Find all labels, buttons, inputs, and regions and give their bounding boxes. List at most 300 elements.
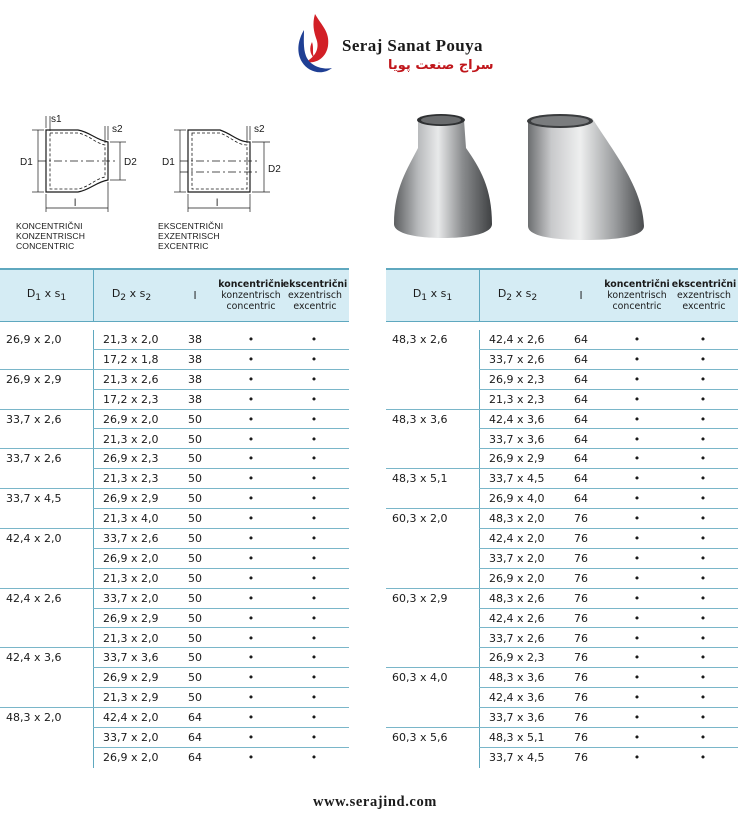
cell-concentric: • bbox=[633, 352, 641, 366]
d1-label: D1 bbox=[20, 157, 33, 168]
table-row bbox=[0, 728, 349, 748]
cell-concentric: • bbox=[247, 571, 255, 585]
cell-eccentric: • bbox=[310, 750, 318, 764]
cell-eccentric: • bbox=[699, 551, 707, 565]
cell-d1-s1: 33,7 x 4,5 bbox=[6, 492, 62, 506]
cell-d2-s2: 26,9 x 2,9 bbox=[103, 611, 159, 625]
cell-eccentric: • bbox=[699, 432, 707, 446]
d1-label: D1 bbox=[162, 157, 175, 168]
cell-concentric: • bbox=[633, 671, 641, 685]
cell-d2-s2: 33,7 x 2,6 bbox=[489, 352, 545, 366]
eccentric-drawing bbox=[158, 112, 288, 220]
s1-label: s1 bbox=[51, 114, 62, 125]
cell-d2-s2: 26,9 x 2,3 bbox=[489, 372, 545, 386]
s2-label: s2 bbox=[254, 124, 265, 135]
cell-eccentric: • bbox=[699, 472, 707, 486]
table-row bbox=[0, 529, 349, 549]
table-row bbox=[0, 549, 349, 569]
header-concentric: koncentrični konzentrisch concentric bbox=[218, 278, 284, 312]
cell-d1-s1 bbox=[392, 748, 477, 768]
cell-d1-s1: 48,3 x 2,0 bbox=[6, 711, 62, 725]
cell-eccentric: • bbox=[699, 333, 707, 346]
header-d1-s1: $D_1$ x $s_1$ bbox=[26, 286, 67, 304]
cell-d2-s2: 42,4 x 2,6 bbox=[489, 611, 545, 625]
cell-eccentric: • bbox=[699, 671, 707, 685]
cell-d2-s2: 26,9 x 2,3 bbox=[103, 452, 159, 466]
cell-eccentric: • bbox=[310, 352, 318, 366]
cell-d2-s2: 33,7 x 4,5 bbox=[489, 750, 545, 764]
cell-d1-s1: 48,3 x 2,6 bbox=[392, 333, 448, 346]
concentric-diagram bbox=[16, 112, 146, 252]
cell-length: 50 bbox=[188, 551, 202, 565]
cell-eccentric: • bbox=[310, 512, 318, 526]
cell-length: 64 bbox=[574, 412, 588, 426]
cell-eccentric: • bbox=[310, 392, 318, 406]
cell-length: 76 bbox=[574, 631, 588, 645]
cell-concentric: • bbox=[247, 750, 255, 764]
cell-concentric: • bbox=[247, 691, 255, 705]
cell-d1-s1: 60,3 x 4,0 bbox=[392, 671, 448, 685]
cell-d1-s1 bbox=[6, 509, 91, 529]
cell-d2-s2: 26,9 x 2,9 bbox=[489, 452, 545, 466]
cell-length: 64 bbox=[574, 492, 588, 506]
cell-d1-s1: 33,7 x 2,6 bbox=[6, 412, 62, 426]
d2-label: D2 bbox=[268, 164, 281, 175]
table-row bbox=[386, 748, 738, 768]
table-row bbox=[386, 728, 738, 748]
cell-concentric: • bbox=[633, 532, 641, 545]
cell-length: 50 bbox=[188, 571, 202, 585]
table-body bbox=[0, 330, 349, 770]
cell-d2-s2: 21,3 x 2,9 bbox=[103, 691, 159, 705]
cell-length: 50 bbox=[188, 631, 202, 645]
table-row bbox=[0, 569, 349, 589]
header-length: l bbox=[579, 288, 583, 302]
cell-length: 76 bbox=[574, 551, 588, 565]
concentric-reducer-photo bbox=[388, 108, 498, 242]
cell-eccentric: • bbox=[310, 571, 318, 585]
table-row bbox=[386, 609, 738, 629]
cell-eccentric: • bbox=[699, 591, 707, 605]
cell-d2-s2: 42,4 x 3,6 bbox=[489, 412, 545, 426]
table-row bbox=[0, 350, 349, 370]
cell-eccentric: • bbox=[310, 412, 318, 426]
cell-concentric: • bbox=[247, 591, 255, 605]
cell-length: 76 bbox=[574, 731, 588, 744]
cell-concentric: • bbox=[247, 611, 255, 625]
table-body bbox=[386, 330, 738, 770]
cell-length: 64 bbox=[574, 352, 588, 366]
cell-length: 38 bbox=[188, 333, 202, 346]
cell-concentric: • bbox=[247, 711, 255, 725]
cell-d1-s1 bbox=[392, 629, 477, 649]
cell-d2-s2: 42,4 x 2,0 bbox=[489, 532, 545, 545]
cell-length: 64 bbox=[188, 750, 202, 764]
cell-d2-s2: 33,7 x 2,0 bbox=[489, 551, 545, 565]
cell-eccentric: • bbox=[699, 512, 707, 526]
cell-length: 64 bbox=[574, 472, 588, 486]
cell-concentric: • bbox=[633, 372, 641, 386]
logo-flame-icon bbox=[292, 12, 338, 78]
cell-d1-s1: 26,9 x 2,0 bbox=[6, 333, 62, 346]
cell-eccentric: • bbox=[310, 432, 318, 446]
table-row bbox=[386, 648, 738, 668]
cell-concentric: • bbox=[247, 372, 255, 386]
cell-d1-s1: 26,9 x 2,9 bbox=[6, 372, 62, 386]
length-label: l bbox=[216, 198, 219, 209]
cell-d1-s1 bbox=[6, 668, 91, 688]
cell-d2-s2: 42,4 x 2,0 bbox=[103, 711, 159, 725]
table-row bbox=[386, 529, 738, 549]
d2-label: D2 bbox=[124, 157, 137, 168]
cell-d1-s1 bbox=[392, 489, 477, 509]
cell-eccentric: • bbox=[699, 372, 707, 386]
cell-eccentric: • bbox=[699, 611, 707, 625]
cell-d1-s1 bbox=[6, 430, 91, 450]
cell-eccentric: • bbox=[310, 611, 318, 625]
cell-d1-s1: 42,4 x 3,6 bbox=[6, 651, 62, 665]
cell-concentric: • bbox=[633, 750, 641, 764]
cell-d1-s1: 60,3 x 5,6 bbox=[392, 731, 448, 744]
brand-name: Seraj Sanat Pouya bbox=[342, 36, 483, 55]
cell-d1-s1 bbox=[6, 569, 91, 589]
cell-concentric: • bbox=[247, 551, 255, 565]
cell-concentric: • bbox=[247, 492, 255, 506]
cell-length: 76 bbox=[574, 532, 588, 545]
table-row bbox=[386, 668, 738, 688]
table-row bbox=[386, 330, 738, 350]
cell-concentric: • bbox=[633, 452, 641, 466]
cell-eccentric: • bbox=[310, 551, 318, 565]
cell-length: 38 bbox=[188, 392, 202, 406]
table-row bbox=[386, 688, 738, 708]
cell-length: 76 bbox=[574, 691, 588, 705]
cell-length: 38 bbox=[188, 352, 202, 366]
cell-d2-s2: 42,4 x 3,6 bbox=[489, 691, 545, 705]
cell-concentric: • bbox=[633, 571, 641, 585]
cell-d2-s2: 33,7 x 2,6 bbox=[489, 631, 545, 645]
concentric-drawing bbox=[16, 112, 146, 220]
cell-concentric: • bbox=[633, 512, 641, 526]
table-row bbox=[386, 569, 738, 589]
cell-length: 64 bbox=[188, 731, 202, 744]
cell-concentric: • bbox=[633, 333, 641, 346]
brand-name-persian: سراج صنعت پویا bbox=[388, 58, 494, 73]
cell-d1-s1 bbox=[6, 629, 91, 649]
cell-length: 50 bbox=[188, 591, 202, 605]
s2-label: s2 bbox=[112, 124, 123, 135]
cell-length: 76 bbox=[574, 651, 588, 665]
cell-d2-s2: 26,9 x 2,0 bbox=[103, 412, 159, 426]
cell-d2-s2: 21,3 x 2,6 bbox=[103, 372, 159, 386]
cell-eccentric: • bbox=[310, 651, 318, 665]
cell-d1-s1 bbox=[392, 569, 477, 589]
table-header bbox=[386, 268, 738, 322]
cell-concentric: • bbox=[633, 412, 641, 426]
cell-concentric: • bbox=[247, 631, 255, 645]
cell-length: 50 bbox=[188, 412, 202, 426]
cell-length: 50 bbox=[188, 472, 202, 486]
cell-concentric: • bbox=[633, 551, 641, 565]
cell-concentric: • bbox=[247, 412, 255, 426]
cell-d1-s1 bbox=[6, 728, 91, 748]
table-row bbox=[386, 430, 738, 450]
cell-eccentric: • bbox=[310, 333, 318, 346]
cell-length: 76 bbox=[574, 512, 588, 526]
cell-concentric: • bbox=[247, 731, 255, 744]
table-row bbox=[0, 410, 349, 430]
table-row bbox=[0, 648, 349, 668]
cell-d1-s1 bbox=[392, 370, 477, 390]
cell-length: 64 bbox=[574, 392, 588, 406]
cell-concentric: • bbox=[247, 671, 255, 685]
cell-concentric: • bbox=[633, 691, 641, 705]
cell-concentric: • bbox=[633, 432, 641, 446]
cell-d2-s2: 21,3 x 2,3 bbox=[489, 392, 545, 406]
cell-d1-s1: 42,4 x 2,0 bbox=[6, 532, 62, 545]
cell-eccentric: • bbox=[699, 412, 707, 426]
header-concentric: koncentrični konzentrisch concentric bbox=[604, 278, 670, 312]
cell-d1-s1: 42,4 x 2,6 bbox=[6, 591, 62, 605]
cell-d2-s2: 33,7 x 2,0 bbox=[103, 731, 159, 744]
table-row bbox=[0, 390, 349, 410]
cell-d2-s2: 21,3 x 2,0 bbox=[103, 333, 159, 346]
brand-logo bbox=[292, 12, 522, 82]
table-row bbox=[0, 330, 349, 350]
header-length: l bbox=[193, 288, 197, 302]
cell-concentric: • bbox=[633, 472, 641, 486]
cell-length: 64 bbox=[574, 333, 588, 346]
table-row bbox=[0, 609, 349, 629]
cell-d2-s2: 17,2 x 1,8 bbox=[103, 352, 159, 366]
cell-d1-s1 bbox=[6, 688, 91, 708]
cell-d2-s2: 48,3 x 3,6 bbox=[489, 671, 545, 685]
cell-concentric: • bbox=[633, 651, 641, 665]
cell-eccentric: • bbox=[310, 472, 318, 486]
header-d2-s2: $D_2$ x $s_2$ bbox=[111, 286, 152, 304]
cell-d1-s1 bbox=[6, 350, 91, 370]
cell-d2-s2: 26,9 x 2,0 bbox=[103, 551, 159, 565]
cell-d2-s2: 26,9 x 2,0 bbox=[103, 750, 159, 764]
right-table bbox=[386, 268, 738, 770]
cell-length: 64 bbox=[574, 432, 588, 446]
cell-concentric: • bbox=[247, 352, 255, 366]
table-row bbox=[0, 509, 349, 529]
cell-length: 64 bbox=[574, 452, 588, 466]
table-row bbox=[386, 549, 738, 569]
cell-eccentric: • bbox=[699, 651, 707, 665]
cell-length: 76 bbox=[574, 591, 588, 605]
header-eccentric: ekscentrični exzentrisch excentric bbox=[671, 278, 737, 312]
cell-concentric: • bbox=[247, 392, 255, 406]
cell-length: 50 bbox=[188, 651, 202, 665]
cell-concentric: • bbox=[633, 492, 641, 506]
cell-eccentric: • bbox=[699, 392, 707, 406]
cell-d2-s2: 26,9 x 2,0 bbox=[489, 571, 545, 585]
cell-concentric: • bbox=[247, 333, 255, 346]
cell-d2-s2: 48,3 x 2,0 bbox=[489, 512, 545, 526]
cell-d1-s1: 60,3 x 2,0 bbox=[392, 512, 448, 526]
cell-d2-s2: 21,3 x 2,3 bbox=[103, 472, 159, 486]
header-eccentric: ekscentrični exzentrisch excentric bbox=[282, 278, 348, 312]
table-row bbox=[386, 589, 738, 609]
cell-eccentric: • bbox=[699, 452, 707, 466]
cell-concentric: • bbox=[247, 432, 255, 446]
cell-d1-s1 bbox=[392, 688, 477, 708]
cell-eccentric: • bbox=[699, 631, 707, 645]
cell-eccentric: • bbox=[699, 750, 707, 764]
cell-d2-s2: 33,7 x 3,6 bbox=[103, 651, 159, 665]
cell-d2-s2: 48,3 x 2,6 bbox=[489, 591, 545, 605]
table-row bbox=[386, 489, 738, 509]
cell-eccentric: • bbox=[310, 372, 318, 386]
header-d1-s1: $D_1$ x $s_1$ bbox=[412, 286, 453, 304]
cell-eccentric: • bbox=[699, 492, 707, 506]
cell-d2-s2: 17,2 x 2,3 bbox=[103, 392, 159, 406]
cell-eccentric: • bbox=[310, 711, 318, 725]
cell-d1-s1 bbox=[6, 469, 91, 489]
cell-d1-s1 bbox=[6, 390, 91, 410]
eccentric-caption: EKSCENTRIČNI EXZENTRISCH EXCENTRIC bbox=[158, 221, 224, 251]
cell-d2-s2: 21,3 x 2,0 bbox=[103, 631, 159, 645]
table-row bbox=[386, 469, 738, 489]
cell-length: 50 bbox=[188, 512, 202, 526]
website-url[interactable]: www.serajind.com bbox=[313, 794, 437, 810]
cell-length: 76 bbox=[574, 571, 588, 585]
header-d2-s2: $D_2$ x $s_2$ bbox=[497, 286, 538, 304]
cell-length: 64 bbox=[574, 372, 588, 386]
cell-length: 76 bbox=[574, 711, 588, 725]
table-row bbox=[386, 708, 738, 728]
cell-d1-s1 bbox=[6, 609, 91, 629]
cell-length: 38 bbox=[188, 372, 202, 386]
cell-length: 50 bbox=[188, 671, 202, 685]
cell-eccentric: • bbox=[699, 532, 707, 545]
cell-concentric: • bbox=[633, 711, 641, 725]
cell-d2-s2: 33,7 x 4,5 bbox=[489, 472, 545, 486]
cell-concentric: • bbox=[633, 591, 641, 605]
cell-d2-s2: 33,7 x 3,6 bbox=[489, 432, 545, 446]
cell-d1-s1 bbox=[392, 648, 477, 668]
table-row bbox=[386, 390, 738, 410]
cell-length: 50 bbox=[188, 532, 202, 545]
cell-d1-s1 bbox=[392, 609, 477, 629]
table-row bbox=[386, 449, 738, 469]
table-row bbox=[386, 370, 738, 390]
table-header bbox=[0, 268, 349, 322]
cell-d2-s2: 26,9 x 2,3 bbox=[489, 651, 545, 665]
table-row bbox=[0, 449, 349, 469]
cell-eccentric: • bbox=[310, 671, 318, 685]
cell-d2-s2: 26,9 x 2,9 bbox=[103, 492, 159, 506]
cell-eccentric: • bbox=[699, 352, 707, 366]
cell-eccentric: • bbox=[699, 711, 707, 725]
cell-eccentric: • bbox=[310, 691, 318, 705]
concentric-caption: KONCENTRIČNI KONZENTRISCH CONCENTRIC bbox=[16, 221, 85, 251]
cell-d2-s2: 26,9 x 2,9 bbox=[103, 671, 159, 685]
cell-length: 50 bbox=[188, 452, 202, 466]
cell-concentric: • bbox=[633, 611, 641, 625]
cell-d2-s2: 33,7 x 2,0 bbox=[103, 591, 159, 605]
table-row bbox=[0, 370, 349, 390]
cell-length: 76 bbox=[574, 611, 588, 625]
cell-d1-s1 bbox=[6, 549, 91, 569]
cell-eccentric: • bbox=[310, 532, 318, 545]
table-row bbox=[386, 350, 738, 370]
cell-d1-s1: 33,7 x 2,6 bbox=[6, 452, 62, 466]
table-row bbox=[0, 629, 349, 649]
left-table bbox=[0, 268, 349, 770]
table-row bbox=[386, 629, 738, 649]
table-row bbox=[386, 410, 738, 430]
cell-d1-s1 bbox=[392, 529, 477, 549]
cell-concentric: • bbox=[247, 651, 255, 665]
cell-length: 50 bbox=[188, 432, 202, 446]
cell-d1-s1: 60,3 x 2,9 bbox=[392, 591, 448, 605]
cell-eccentric: • bbox=[310, 492, 318, 506]
table-row bbox=[0, 589, 349, 609]
cell-eccentric: • bbox=[310, 631, 318, 645]
cell-d2-s2: 48,3 x 5,1 bbox=[489, 731, 545, 744]
cell-concentric: • bbox=[247, 452, 255, 466]
cell-d1-s1: 48,3 x 3,6 bbox=[392, 412, 448, 426]
cell-eccentric: • bbox=[310, 591, 318, 605]
table-row bbox=[386, 509, 738, 529]
length-label: l bbox=[74, 198, 77, 209]
cell-eccentric: • bbox=[699, 731, 707, 744]
table-row bbox=[0, 430, 349, 450]
cell-eccentric: • bbox=[310, 452, 318, 466]
cell-length: 64 bbox=[188, 711, 202, 725]
cell-d2-s2: 26,9 x 4,0 bbox=[489, 492, 545, 506]
cell-concentric: • bbox=[247, 512, 255, 526]
cell-d1-s1 bbox=[392, 708, 477, 728]
cell-length: 50 bbox=[188, 611, 202, 625]
cell-length: 76 bbox=[574, 671, 588, 685]
cell-d1-s1 bbox=[392, 449, 477, 469]
cell-d1-s1 bbox=[392, 390, 477, 410]
eccentric-reducer-photo bbox=[520, 108, 648, 242]
cell-concentric: • bbox=[633, 392, 641, 406]
cell-length: 50 bbox=[188, 492, 202, 506]
table-row bbox=[0, 469, 349, 489]
cell-d2-s2: 21,3 x 4,0 bbox=[103, 512, 159, 526]
cell-eccentric: • bbox=[310, 731, 318, 744]
cell-d1-s1 bbox=[6, 748, 91, 768]
cell-d1-s1 bbox=[392, 430, 477, 450]
cell-length: 50 bbox=[188, 691, 202, 705]
cell-length: 76 bbox=[574, 750, 588, 764]
cell-d1-s1 bbox=[392, 350, 477, 370]
cell-concentric: • bbox=[633, 631, 641, 645]
cell-d2-s2: 33,7 x 2,6 bbox=[103, 532, 159, 545]
eccentric-diagram bbox=[158, 112, 288, 252]
table-row bbox=[0, 708, 349, 728]
cell-concentric: • bbox=[633, 731, 641, 744]
cell-concentric: • bbox=[247, 472, 255, 486]
cell-d1-s1: 48,3 x 5,1 bbox=[392, 472, 448, 486]
cell-concentric: • bbox=[247, 532, 255, 545]
table-row bbox=[0, 668, 349, 688]
cell-d2-s2: 21,3 x 2,0 bbox=[103, 432, 159, 446]
table-row bbox=[0, 748, 349, 768]
cell-d2-s2: 21,3 x 2,0 bbox=[103, 571, 159, 585]
cell-d1-s1 bbox=[392, 549, 477, 569]
cell-d2-s2: 42,4 x 2,6 bbox=[489, 333, 545, 346]
table-row bbox=[0, 688, 349, 708]
table-row bbox=[0, 489, 349, 509]
cell-eccentric: • bbox=[699, 571, 707, 585]
